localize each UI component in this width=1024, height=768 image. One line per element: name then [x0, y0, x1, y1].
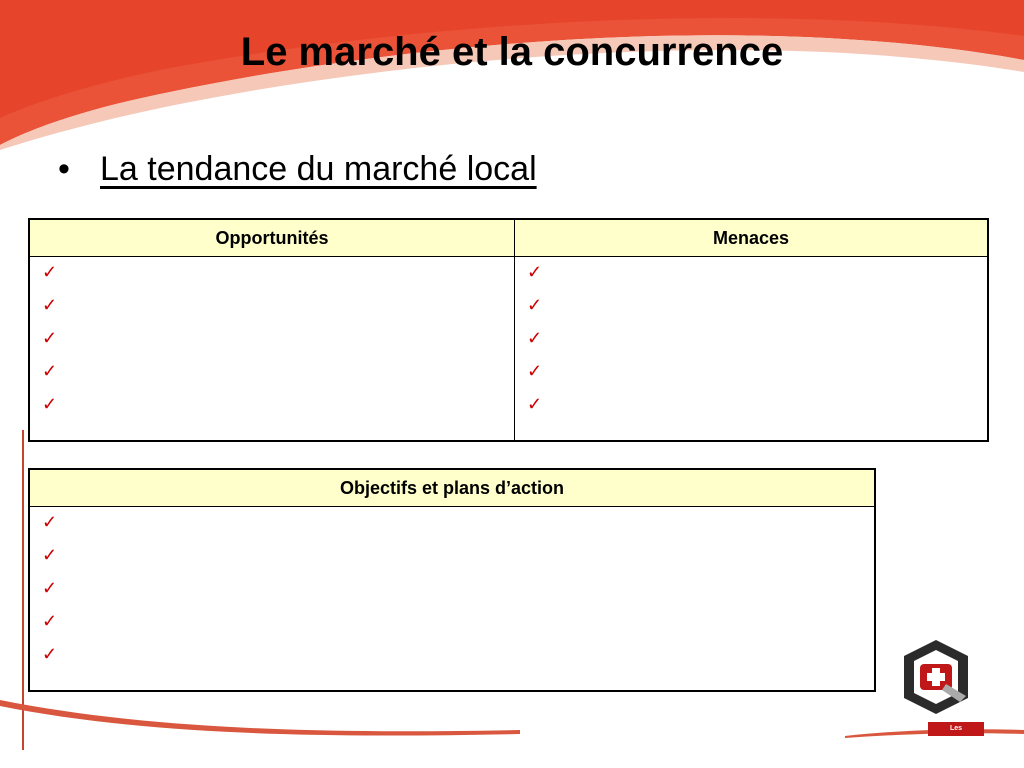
check-icon: ✓: [42, 262, 58, 282]
check-icon: ✓: [527, 262, 543, 282]
objectifs-cell[interactable]: [29, 507, 875, 692]
opportunities-threats-table: [28, 218, 989, 442]
header-opportunites: Opportunités: [29, 219, 515, 257]
opportunites-cell[interactable]: [29, 257, 515, 442]
check-icon: ✓: [42, 361, 58, 381]
slide-title: Le marché et la concurrence: [240, 30, 784, 74]
menaces-cell[interactable]: [515, 257, 989, 442]
bullet-point: [58, 150, 537, 189]
header-objectifs: Objectifs et plans d’action: [29, 469, 875, 507]
check-icon: ✓: [42, 611, 58, 631]
check-icon: ✓: [42, 578, 58, 598]
les-mousquetaires-logo-icon: [900, 638, 972, 722]
brand-name-bar: Les Mousquetaires: [928, 722, 984, 736]
bullet-text: La tendance du marché local: [100, 150, 537, 188]
footer-swoosh: [0, 690, 1024, 768]
check-icon: ✓: [42, 545, 58, 565]
check-icon: ✓: [527, 361, 543, 381]
check-icon: ✓: [42, 328, 58, 348]
bullet-dot: •: [58, 150, 70, 188]
objectives-action-plans-table: [28, 468, 876, 692]
check-icon: ✓: [42, 394, 58, 414]
check-icon: ✓: [527, 328, 543, 348]
header-swoosh: [0, 0, 1024, 150]
check-icon: ✓: [527, 295, 543, 315]
check-icon: ✓: [42, 512, 58, 532]
check-icon: ✓: [42, 644, 58, 664]
check-icon: ✓: [527, 394, 543, 414]
header-menaces: Menaces: [515, 219, 989, 257]
check-icon: ✓: [42, 295, 58, 315]
